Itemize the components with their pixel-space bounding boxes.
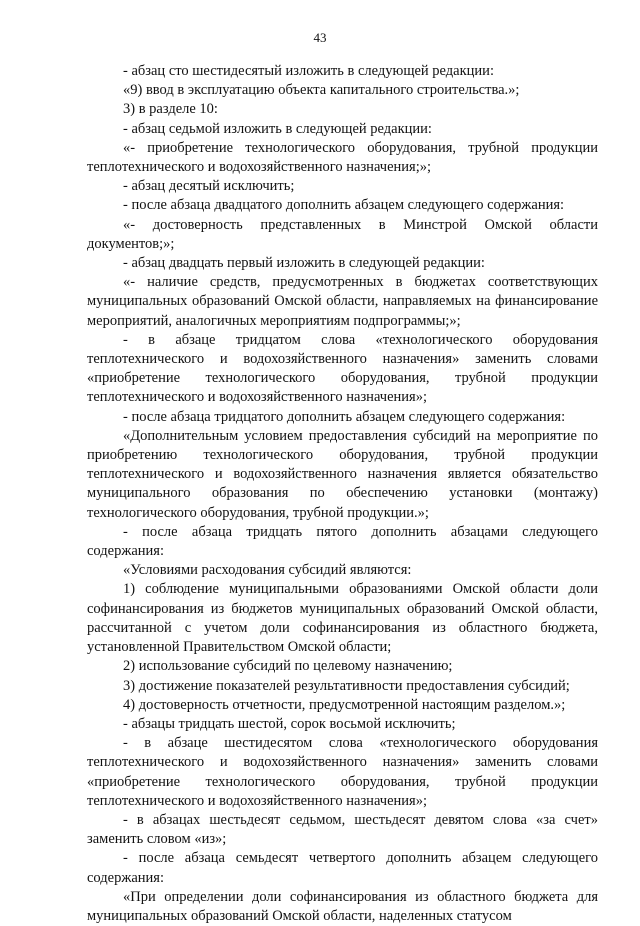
paragraph: - после абзаца тридцатого дополнить абзацем следующего содержания: [123, 408, 566, 425]
paragraph: «- приобретение технологического оборудования, трубной продукции теплотехнического и водохозяйственного назначения;»; [87, 139, 598, 176]
paragraph: - абзац седьмой изложить в следующей редакции: [123, 120, 432, 137]
paragraph: «Дополнительным условием предоставления субсидий на мероприятие по приобретению технологического оборудования, трубной продукции теплотехнического и водохозяйственного назначения является обязательство муниципального образования по обеспечению установки (монтажу) технологического оборудования, трубной продукции.»; [87, 427, 598, 521]
paragraph: - после абзаца тридцать пятого дополнить абзацами следующего содержания: [87, 523, 598, 560]
paragraph: 4) достоверность отчетности, предусмотренной настоящим разделом.»; [123, 696, 566, 713]
paragraph: - в абзаце тридцатом слова «технологического оборудования теплотехнического и водохозяйственного назначения» заменить словами «приобретение технологического оборудования, трубной продукции теплотехнического и водохозяйственного назначения»; [87, 331, 598, 406]
paragraph: 3) в разделе 10: [123, 101, 218, 118]
paragraph: - абзацы тридцать шестой, сорок восьмой исключить; [123, 715, 456, 732]
paragraph: 3) достижение показателей результативности предоставления субсидий; [123, 677, 570, 694]
paragraph: «При определении доли софинансирования из областного бюджета для муниципальных образований Омской области, наделенных статусом [87, 888, 598, 924]
page-number: 43 [313, 30, 327, 45]
paragraph: - после абзаца двадцатого дополнить абзацем следующего содержания: [123, 197, 565, 214]
document-body [87, 62, 598, 926]
paragraph: - абзац двадцать первый изложить в следующей редакции: [123, 255, 485, 272]
paragraph: - в абзаце шестидесятом слова «технологического оборудования теплотехнического и водохозяйственного назначения» заменить словами «приобретение технологического оборудования, трубной продукции теплотехнического и водохозяйственного назначения»; [87, 735, 598, 809]
paragraph: «- достоверность представленных в Минстрой Омской области документов;»; [87, 216, 598, 252]
paragraph: 2) использование субсидий по целевому назначению; [123, 658, 453, 675]
paragraph: 1) соблюдение муниципальными образованиями Омской области доли софинансирования из бюджетов муниципальных образований Омской области, рассчитанной с учетом доли софинансирования из областного бюджета, установленной Правительством Омской области; [87, 581, 598, 656]
paragraph: - абзац сто шестидесятый изложить в следующей редакции: [123, 63, 494, 79]
paragraph: «9) ввод в эксплуатацию объекта капитального строительства.»; [123, 82, 520, 99]
paragraph: «Условиями расходования субсидий являются: [123, 562, 412, 579]
paragraph: «- наличие средств, предусмотренных в бюджетах соответствующих муниципальных образований Омской области, направляемых на финансирование мероприятий, аналогичных мероприятиям подпрограммы;»; [87, 274, 598, 329]
paragraph: - в абзацах шестьдесят седьмом, шестьдесят девятом слова «за счет» заменить словом «из»; [87, 811, 598, 848]
paragraph: - после абзаца семьдесят четвертого дополнить абзацем следующего содержания: [87, 850, 598, 886]
paragraph: - абзац десятый исключить; [123, 178, 295, 195]
